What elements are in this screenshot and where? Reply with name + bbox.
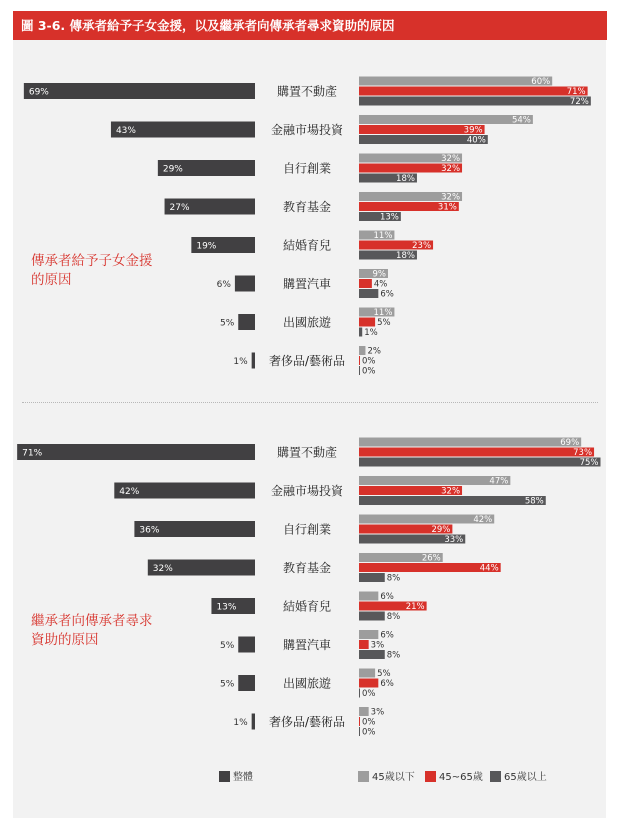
bar-45-s1-r7-s1: [359, 707, 369, 716]
data-label-overall-s1-r7: 1%: [233, 718, 248, 728]
data-label-s2-s0-r6: 5%: [377, 318, 391, 328]
data-label-s1-s1-r4: 6%: [380, 592, 394, 602]
data-label-s3-s0-r3: 13%: [379, 212, 399, 223]
bar-45-s1-r0-s1: [359, 438, 581, 447]
bar-45-s1-r4-s1: [359, 592, 378, 601]
legend-swatch-over65: [490, 771, 501, 782]
data-label-s3-s1-r4: 8%: [386, 612, 401, 622]
legend-label-over65: 65歲以上: [504, 772, 547, 783]
data-label-s2-s1-r5: 3%: [370, 640, 385, 651]
data-label-overall-s0-r2: 29%: [162, 164, 183, 175]
data-label-s1-s1-r0: 69%: [560, 438, 580, 448]
bar-45-65-s1-r0-s2: [359, 448, 594, 457]
data-label-overall-s0-r5: 6%: [216, 280, 231, 290]
bar-45-65-s1-r7-s2: [359, 717, 360, 726]
category-label-s0-r1: 金融市場投資: [270, 123, 344, 137]
data-label-s3-s1-r0: 75%: [579, 458, 599, 468]
bar-65-s1-r0-s3: [359, 458, 601, 467]
data-label-s2-s0-r4: 23%: [412, 241, 432, 251]
legend-45-65: [425, 768, 483, 783]
data-label-s1-s0-r6: 11%: [373, 308, 393, 318]
bar-overall-s1-r6: [238, 675, 255, 691]
legend-swatch-under45: [358, 771, 369, 782]
bar-65-s1-r7-s3: [359, 727, 360, 736]
bar-45-s1-r5-s1: [359, 630, 378, 639]
data-label-s1-s0-r1: 54%: [511, 115, 531, 126]
data-label-overall-s1-r5: 5%: [219, 641, 235, 651]
category-label-s1-r3: 教育基金: [282, 561, 332, 575]
legend-overall: [219, 768, 253, 783]
bar-45-65-s1-r6-s2: [359, 679, 378, 688]
bar-45-s0-r7-s1: [359, 346, 365, 355]
data-label-s2-s1-r6: 6%: [380, 679, 394, 689]
category-label-s1-r0: 購置不動產: [276, 445, 338, 460]
data-label-overall-s0-r0: 69%: [28, 87, 49, 98]
data-label-s1-s0-r3: 32%: [441, 192, 461, 203]
category-label-s0-r4: 結婚育兒: [282, 238, 332, 253]
data-label-s1-s1-r2: 42%: [473, 515, 493, 525]
data-label-overall-s0-r7: 1%: [233, 357, 248, 367]
bar-45-s0-r0-s1: [359, 77, 552, 86]
category-label-s1-r6: 出國旅遊: [282, 676, 332, 691]
data-label-s2-s0-r2: 32%: [441, 164, 461, 174]
category-label-s0-r7: 奢侈品/藝術品: [268, 354, 346, 368]
bar-overall-s0-r7: [252, 353, 255, 369]
bar-45-s1-r1-s1: [359, 476, 510, 485]
category-label-s0-r3: 教育基金: [282, 200, 332, 214]
data-label-s2-s0-r5: 4%: [373, 279, 388, 290]
category-label-s1-r4: 結婚育兒: [282, 599, 332, 614]
section-divider: [22, 402, 598, 403]
data-label-s1-s1-r1: 47%: [489, 476, 509, 487]
data-label-s3-s0-r2: 18%: [396, 174, 415, 184]
data-label-s2-s0-r1: 39%: [463, 125, 483, 136]
data-label-overall-s1-r3: 32%: [152, 564, 173, 574]
data-label-s1-s0-r5: 9%: [372, 269, 386, 280]
bar-overall-s1-r5: [238, 637, 255, 653]
category-label-s1-r2: 自行創業: [282, 522, 332, 537]
bar-45-65-s0-r6-s2: [359, 318, 375, 327]
bar-65-s1-r1-s3: [359, 496, 546, 505]
bar-overall-s0-r0: [24, 83, 255, 99]
data-label-s1-s0-r7: 2%: [367, 346, 381, 357]
bar-65-s1-r3-s3: [359, 573, 385, 582]
data-label-s1-s0-r0: 60%: [531, 77, 551, 87]
data-label-s1-s0-r4: 11%: [373, 231, 393, 241]
data-label-s3-s0-r6: 1%: [364, 328, 378, 338]
data-label-overall-s1-r6: 5%: [219, 679, 235, 690]
data-label-s3-s1-r1: 58%: [524, 496, 544, 507]
bar-overall-s0-r6: [238, 314, 255, 330]
category-label-s0-r0: 購置不動產: [276, 84, 338, 99]
legend-under45: [358, 768, 415, 783]
data-label-s1-s1-r6: 5%: [377, 669, 391, 679]
bar-45-65-s0-r7-s2: [359, 356, 360, 365]
data-label-s2-s1-r2: 29%: [431, 525, 451, 535]
data-label-s1-s0-r2: 32%: [441, 154, 461, 164]
data-label-overall-s1-r4: 13%: [216, 602, 237, 613]
data-label-s3-s1-r3: 8%: [386, 573, 401, 584]
data-label-s1-s1-r7: 3%: [370, 707, 385, 718]
legend-label-overall: 整體: [233, 772, 253, 783]
bar-45-65-s0-r5-s2: [359, 279, 372, 288]
legend-label-under45: 45歲以下: [372, 772, 415, 783]
category-label-s0-r5: 購置汽車: [282, 277, 332, 291]
data-label-overall-s1-r0: 71%: [22, 448, 43, 459]
data-label-s2-s1-r0: 73%: [573, 448, 593, 458]
legend-label-45-65: 45~65歲: [439, 772, 483, 783]
data-label-s3-s0-r4: 18%: [396, 251, 415, 261]
legend-swatch-overall: [219, 771, 230, 782]
category-label-s1-r7: 奢侈品/藝術品: [268, 715, 346, 729]
bar-45-65-s1-r5-s2: [359, 640, 369, 649]
bar-overall-s1-r0: [17, 444, 255, 460]
bar-45-s1-r6-s1: [359, 669, 375, 678]
data-label-s2-s1-r1: 32%: [441, 486, 461, 497]
data-label-s3-s1-r2: 33%: [444, 535, 464, 545]
legend-over65: [490, 768, 547, 783]
bar-45-65-s0-r0-s2: [359, 87, 588, 96]
data-label-overall-s0-r3: 27%: [169, 203, 190, 213]
data-label-s3-s1-r7: 0%: [362, 727, 376, 738]
bar-65-s1-r6-s3: [359, 689, 360, 698]
category-label-s0-r6: 出國旅遊: [282, 315, 332, 330]
figure-title: 圖 3-6. 傳承者給予子女金援，以及繼承者向傳承者尋求資助的原因: [21, 18, 395, 33]
data-label-s2-s1-r3: 44%: [479, 563, 499, 574]
data-label-s3-s0-r5: 6%: [380, 289, 394, 300]
category-label-s0-r2: 自行創業: [282, 161, 332, 176]
bar-overall-s0-r5: [235, 276, 255, 292]
section-title-givers: 傳承者給予子女金援的原因: [31, 253, 153, 288]
bar-65-s0-r5-s3: [359, 289, 378, 298]
data-label-s3-s0-r0: 72%: [569, 97, 589, 107]
data-label-s1-s1-r3: 26%: [421, 553, 441, 564]
bar-65-s0-r0-s3: [359, 97, 591, 106]
data-label-s1-s1-r5: 6%: [380, 630, 394, 641]
bar-65-s0-r7-s3: [359, 366, 360, 375]
data-label-s3-s1-r5: 8%: [386, 650, 401, 661]
data-label-overall-s1-r2: 36%: [139, 525, 160, 536]
data-label-overall-s0-r6: 5%: [219, 318, 235, 329]
bar-65-s1-r4-s3: [359, 612, 385, 621]
data-label-overall-s0-r4: 19%: [196, 241, 217, 252]
data-label-s3-s0-r7: 0%: [362, 366, 376, 377]
bar-65-s1-r5-s3: [359, 650, 385, 659]
data-label-s2-s0-r3: 31%: [437, 202, 457, 213]
data-label-overall-s0-r1: 43%: [115, 126, 136, 136]
data-label-s2-s1-r4: 21%: [405, 602, 425, 612]
bar-45-s0-r1-s1: [359, 115, 533, 124]
data-label-s2-s1-r7: 0%: [362, 717, 376, 728]
legend-swatch-45-65: [425, 771, 436, 782]
data-label-s3-s1-r6: 0%: [362, 689, 376, 699]
category-label-s1-r1: 金融市場投資: [270, 484, 344, 498]
data-label-s3-s0-r1: 40%: [466, 135, 486, 146]
data-label-overall-s1-r1: 42%: [119, 487, 140, 497]
data-label-s2-s0-r7: 0%: [362, 356, 376, 367]
bar-65-s0-r6-s3: [359, 328, 362, 337]
category-label-s1-r5: 購置汽車: [282, 638, 332, 652]
bar-overall-s1-r7: [252, 714, 255, 730]
data-label-s2-s0-r0: 71%: [566, 87, 586, 97]
section-title-heirs: 繼承者向傳承者尋求資助的原因: [31, 613, 153, 648]
